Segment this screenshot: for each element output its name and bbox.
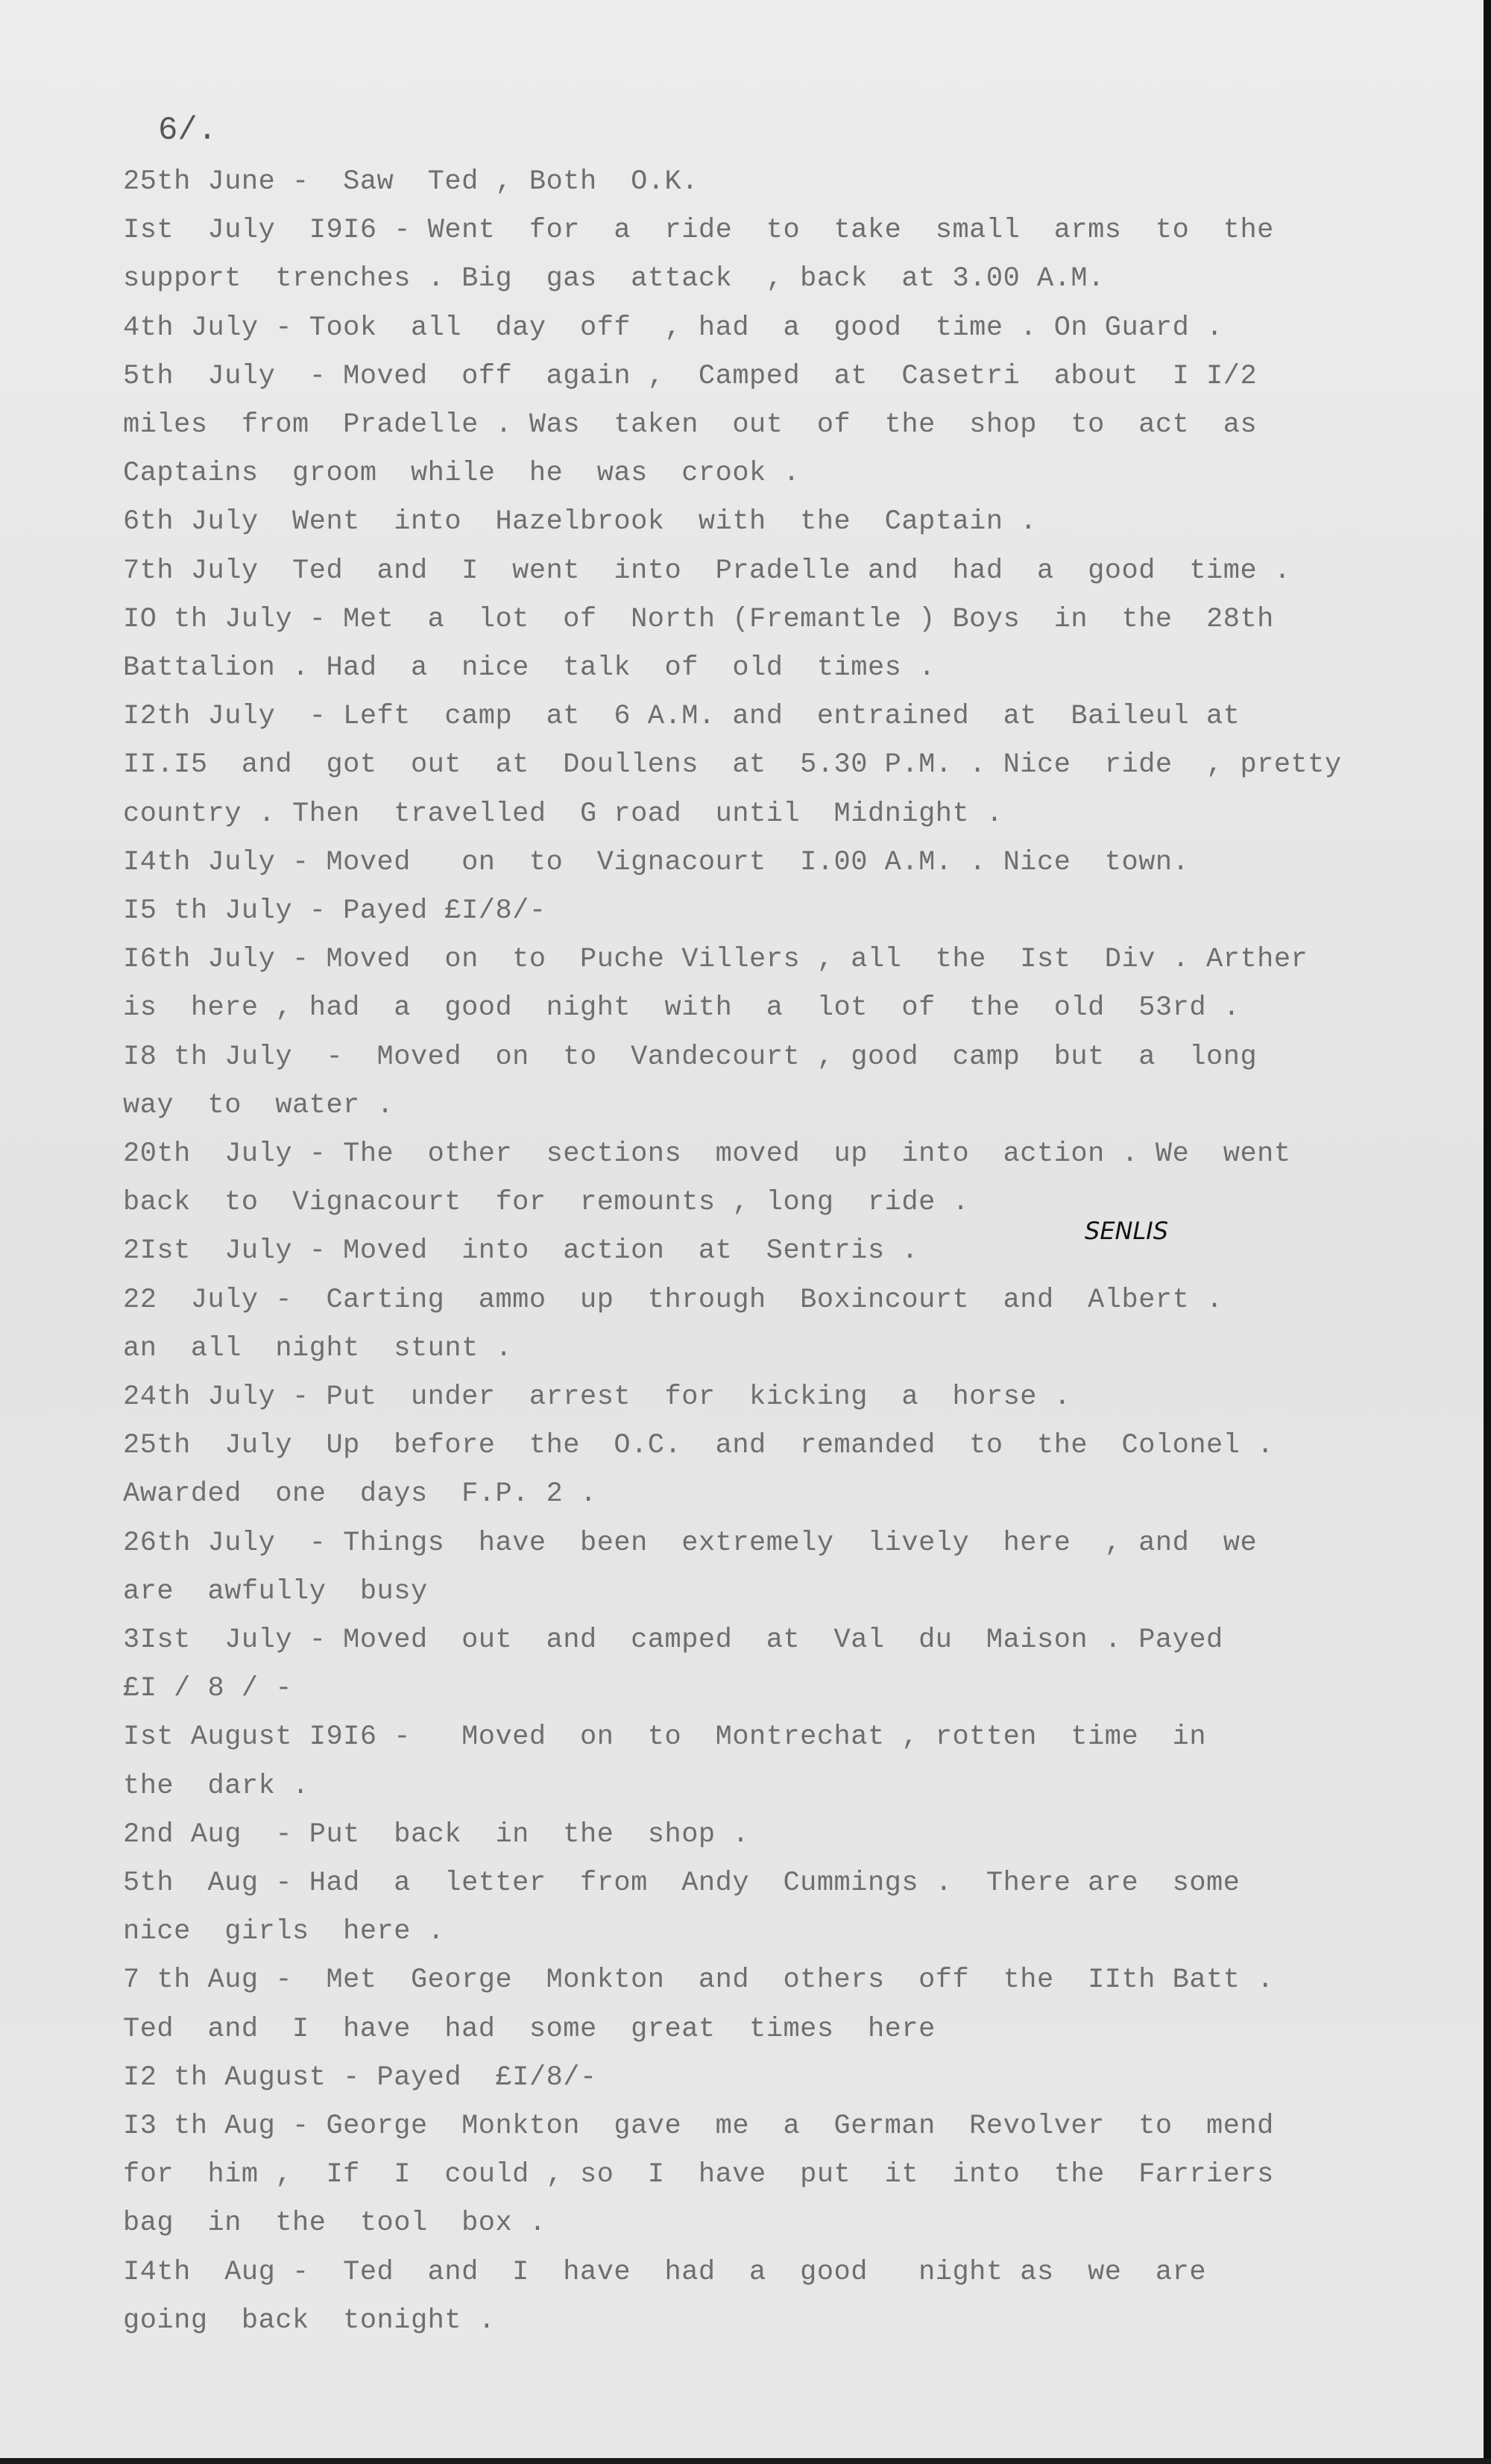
diary-line: 2nd Aug - Put back in the shop . [123,1818,750,1850]
diary-line: 25th July Up before the O.C. and remanded to the Colonel . [123,1430,1274,1462]
diary-line: I8 th July - Moved on to Vandecourt , good camp but a long [123,1041,1258,1073]
diary-line: IO th July - Met a lot of North (Fremantle ) Boys in the 28th [123,603,1274,635]
diary-line: 3Ist July - Moved out and camped at Val du Maison . Payed [123,1625,1223,1656]
diary-line: back to Vignacourt for remounts , long ride . [123,1187,970,1219]
diary-line: I2th July - Left camp at 6 A.M. and entrained at Baileul at [123,701,1241,733]
diary-line: 25th June - Saw Ted , Both O.K. [123,166,699,198]
diary-line: nice girls here . [123,1916,445,1948]
diary-line: 24th July - Put under arrest for kicking a horse . [123,1381,1071,1413]
diary-line: I3 th Aug - George Monkton gave me a German Revolver to mend [123,2111,1274,2142]
diary-line: II.I5 and got out at Doullens at 5.30 P.M. . Nice ride , pretty [123,749,1342,781]
scan-edge [1484,0,1491,2464]
diary-line: 4th July - Took all day off , had a good time . On Guard . [123,312,1223,344]
diary-line: Ted and I have had some great times here [123,2013,936,2045]
diary-line: Ist July I9I6 - Went for a ride to take small arms to the [123,215,1274,247]
diary-line: 2Ist July - Moved into action at Sentris . [123,1235,919,1267]
diary-line: are awfully busy [123,1575,428,1607]
diary-line: £I / 8 / - [123,1673,293,1705]
diary-line: way to water . [123,1089,394,1121]
diary-line: 5th July - Moved off again , Camped at Casetri about I I/2 [123,360,1258,392]
diary-line: I2 th August - Payed £I/8/- [123,2061,597,2093]
diary-line: is here , had a good night with a lot of the old 53rd . [123,992,1241,1024]
diary-line: I4th July - Moved on to Vignacourt I.00 A.M. . Nice town. [123,846,1190,878]
diary-line: 7th July Ted and I went into Pradelle and had a good time . [123,555,1291,587]
diary-line: I5 th July - Payed £I/8/- [123,895,546,927]
page-number: 6/. [158,112,218,149]
diary-line: support trenches . Big gas attack , back at 3.00 A.M. [123,263,1105,295]
handwritten-annotation: SENLIS [1085,1217,1169,1245]
diary-line: Ist August I9I6 - Moved on to Montrechat , rotten time in [123,1721,1207,1754]
diary-line: miles from Pradelle . Was taken out of the shop to act as [123,409,1258,441]
diary-line: Battalion . Had a nice talk of old times . [123,652,936,684]
diary-line: going back tonight . [123,2304,496,2337]
diary-line: 7 th Aug - Met George Monkton and others off the IIth Batt . [123,1964,1274,1997]
diary-line: the dark . [123,1770,309,1802]
diary-line: 26th July - Things have been extremely lively here , and we [123,1527,1258,1559]
diary-line: an all night stunt . [123,1332,513,1364]
diary-line: I4th Aug - Ted and I have had a good night as we are [123,2256,1207,2288]
diary-line: 22 July - Carting ammo up through Boxincourt and Albert . [123,1284,1223,1316]
scan-edge-bottom [0,2458,1491,2464]
diary-line: I6th July - Moved on to Puche Villers , all the Ist Div . Arther [123,944,1308,976]
diary-line: bag in the tool box . [123,2208,546,2240]
diary-line: 20th July - The other sections moved up into action . We went [123,1138,1291,1170]
diary-line: Captains groom while he was crook . [123,458,801,490]
diary-line: country . Then travelled G road until Midnight . [123,798,1003,830]
diary-line: 5th Aug - Had a letter from Andy Cummings . There are some [123,1868,1241,1899]
diary-line: 6th July Went into Hazelbrook with the Captain . [123,506,1037,538]
diary-line: for him , If I could , so I have put it into the Farriers [123,2159,1274,2191]
diary-line: Awarded one days F.P. 2 . [123,1478,597,1510]
